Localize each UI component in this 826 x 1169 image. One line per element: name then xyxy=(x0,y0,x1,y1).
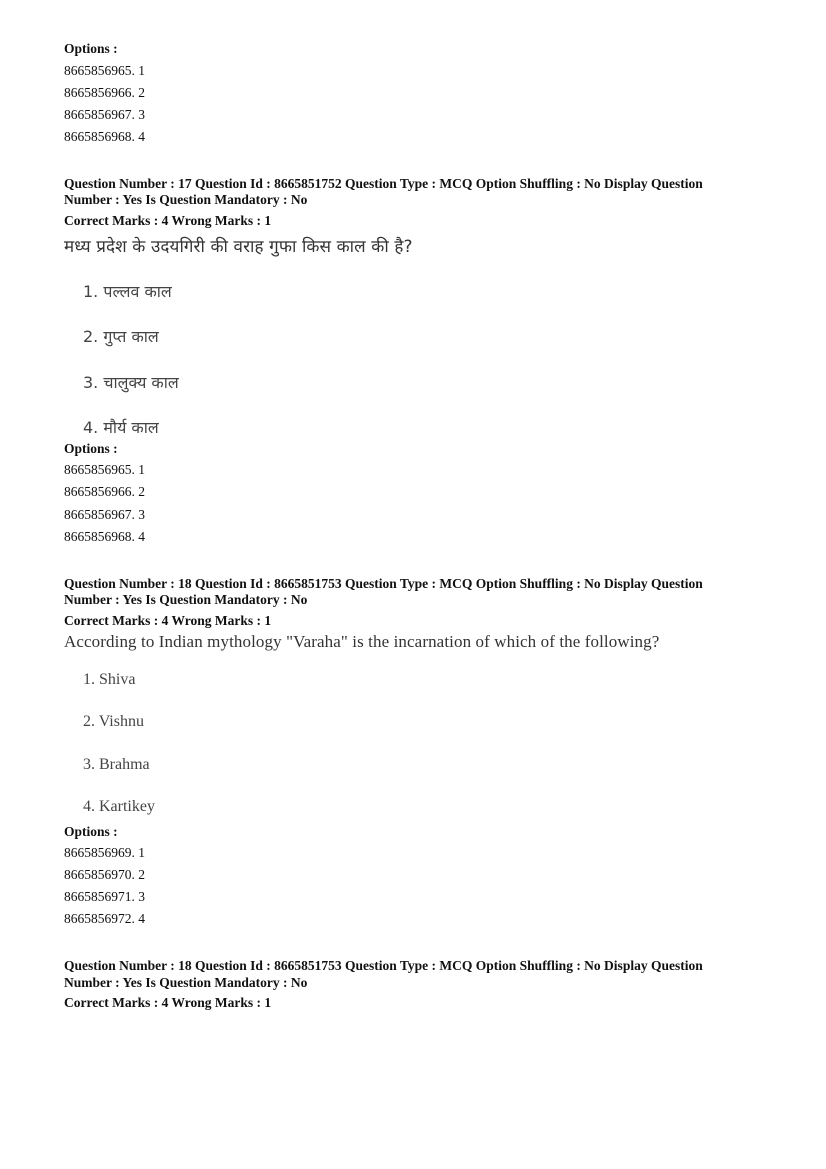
option-id: 8665856965. 1 xyxy=(64,63,145,78)
question-marks: Correct Marks : 4 Wrong Marks : 1 xyxy=(64,213,272,228)
question-header: Question Number : 18 Question Id : 8665851753 Question Type : MCQ Option Shuffling : No Display Question xyxy=(64,958,703,973)
question-header-cont: Number : Yes Is Question Mandatory : No xyxy=(64,975,308,990)
option-id: 8665856965. 1 xyxy=(64,462,145,477)
options-label: Options : xyxy=(64,41,118,56)
answer-choice: 2. Vishnu xyxy=(83,713,144,730)
option-id: 8665856968. 4 xyxy=(64,129,145,144)
option-id: 8665856966. 2 xyxy=(64,484,145,499)
question-header: Question Number : 17 Question Id : 8665851752 Question Type : MCQ Option Shuffling : No Display Question xyxy=(64,176,703,191)
question-marks: Correct Marks : 4 Wrong Marks : 1 xyxy=(64,613,272,628)
option-id: 8665856972. 4 xyxy=(64,911,145,926)
options-label: Options : xyxy=(64,824,118,839)
answer-choice: 2. गुप्त काल xyxy=(83,327,159,346)
answer-choice: 1. पल्लव काल xyxy=(83,282,172,301)
question-text: मध्य प्रदेश के उदयगिरी की वराह गुफा किस काल की है? xyxy=(64,237,413,257)
question-header-cont: Number : Yes Is Question Mandatory : No xyxy=(64,192,308,207)
option-id: 8665856966. 2 xyxy=(64,85,145,100)
question-marks: Correct Marks : 4 Wrong Marks : 1 xyxy=(64,995,272,1010)
question-text: According to Indian mythology "Varaha" is the incarnation of which of the following? xyxy=(64,632,660,651)
answer-choice: 1. Shiva xyxy=(83,671,136,688)
option-id: 8665856971. 3 xyxy=(64,889,145,904)
option-id: 8665856967. 3 xyxy=(64,107,145,122)
option-id: 8665856969. 1 xyxy=(64,845,145,860)
option-id: 8665856968. 4 xyxy=(64,529,145,544)
answer-choice: 3. चालुक्य काल xyxy=(83,373,179,392)
option-id: 8665856970. 2 xyxy=(64,867,145,882)
answer-choice: 4. Kartikey xyxy=(83,798,155,815)
answer-choice: 3. Brahma xyxy=(83,756,150,773)
options-label: Options : xyxy=(64,441,118,456)
option-id: 8665856967. 3 xyxy=(64,507,145,522)
question-header: Question Number : 18 Question Id : 8665851753 Question Type : MCQ Option Shuffling : No Display Question xyxy=(64,576,703,591)
answer-choice: 4. मौर्य काल xyxy=(83,418,159,437)
question-header-cont: Number : Yes Is Question Mandatory : No xyxy=(64,592,308,607)
